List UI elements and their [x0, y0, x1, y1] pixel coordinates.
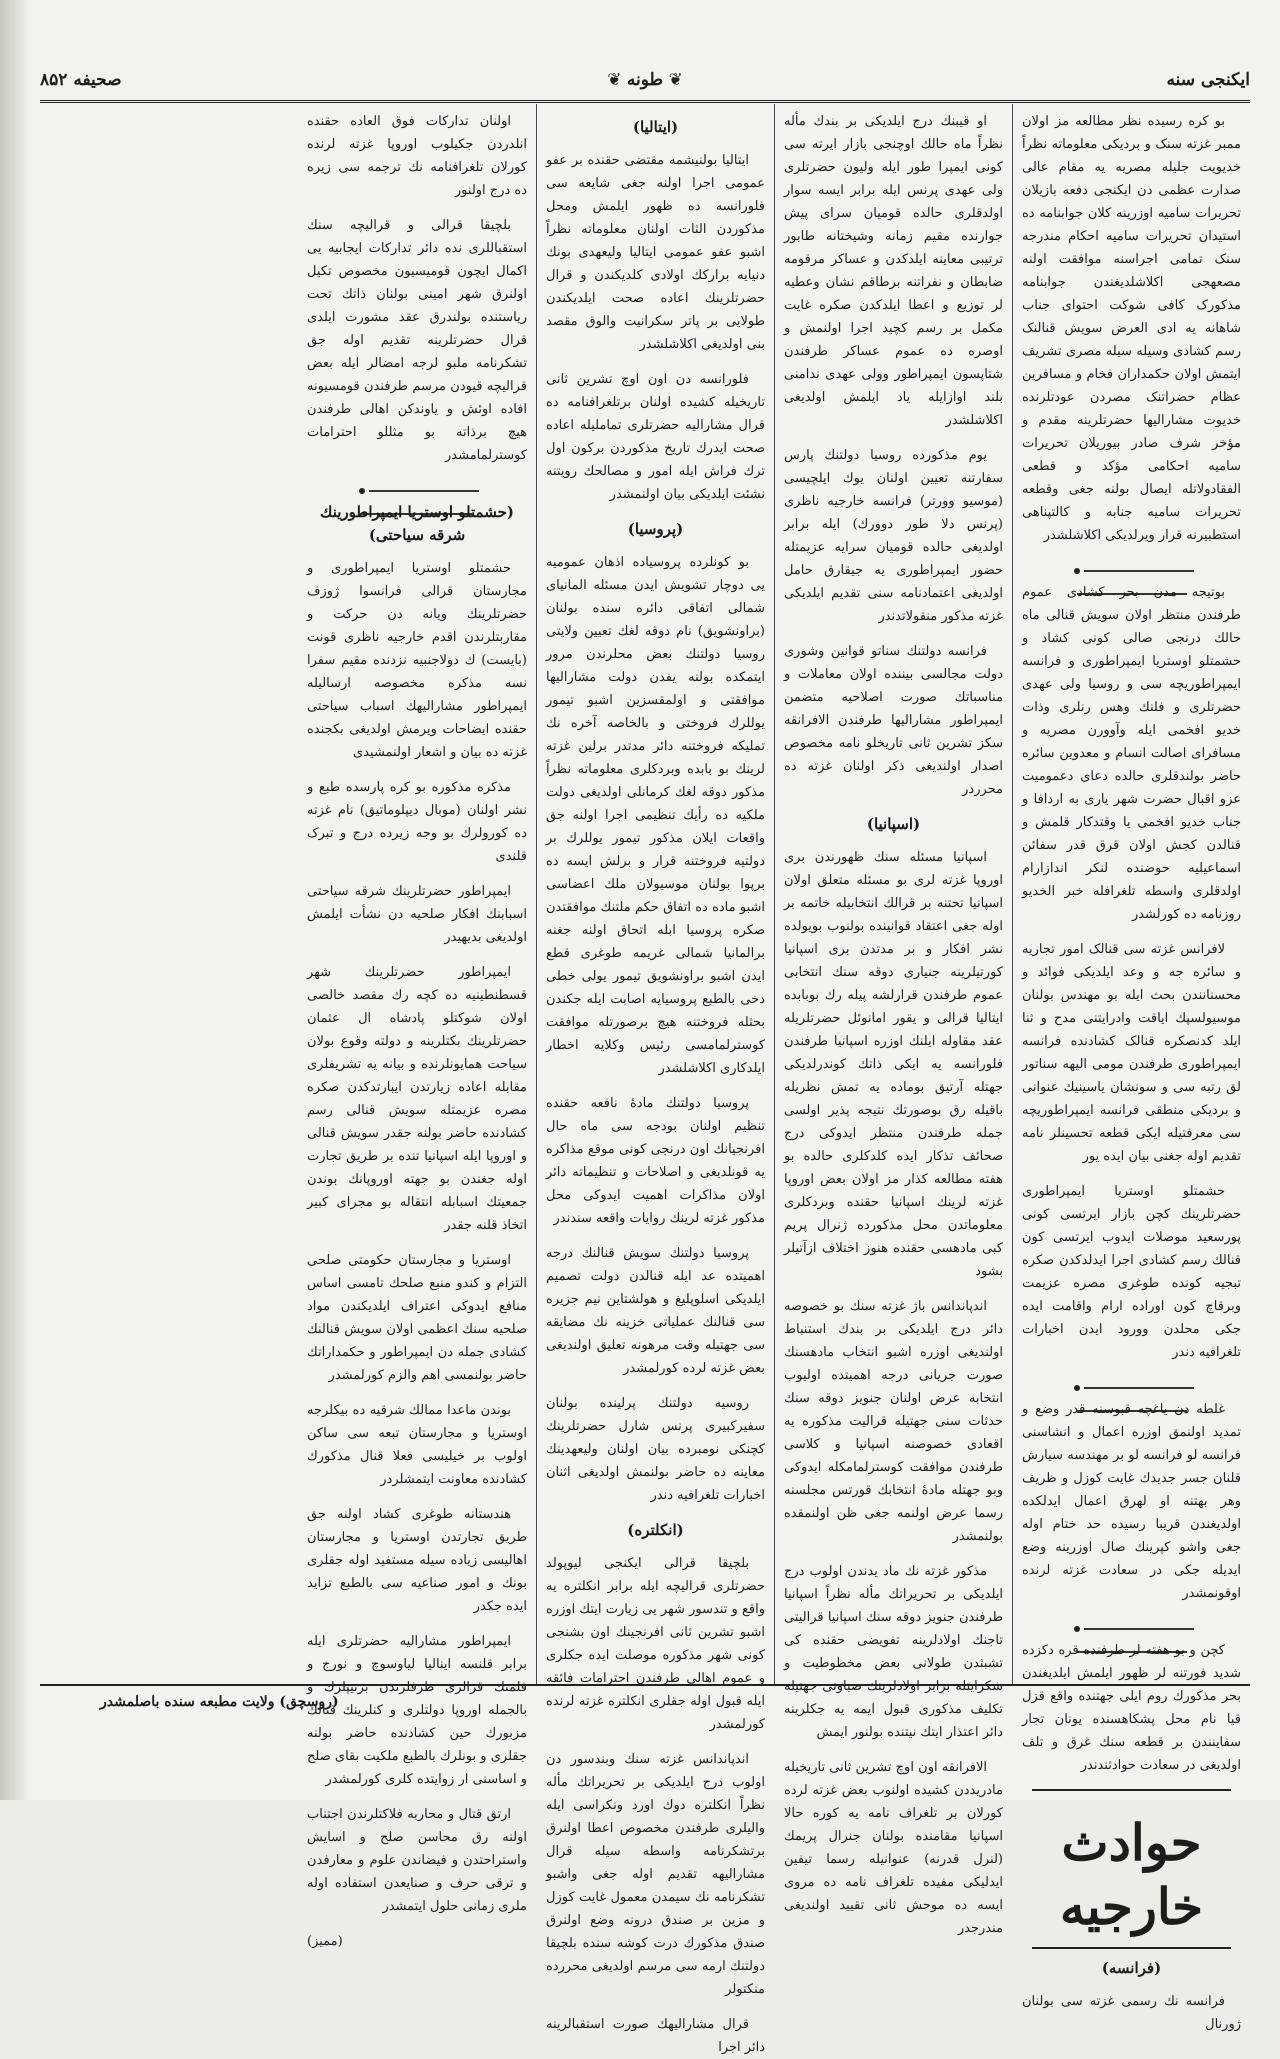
- section-heading: (پروسیا): [627, 520, 684, 538]
- section-divider: [1022, 1376, 1241, 1386]
- article-paragraph: ایمپراطور حضرتلرینك شهر قسطنطینیه ده کچه رك مقصد خالصی اولان شوکتلو پادشاه ال عثمان حضرتلرینك بکتلرینه و دولته وقوع بولان سیاحت همایونلرنده و بیانه یه تشریفلری مقابله اعاده زیارتدن ایبارتدکدن صکره مصره عزیمتله سویش قنالی رسم کشادنده حاضر بولنه جقدر سویش قنالی و اوروپا ایله اسپانیا تنده بر طریق تجارت اوله جغندن بو جهته اوروپانك بوندن جمعیتك اسبابله انتقاله بو مجرای کبیر اتخاذ قلنه جقدر: [307, 965, 527, 1233]
- section-divider: [307, 479, 527, 489]
- section-heading: (حشمتلو اوستریا ایمپراطورینك شرقه سیاحتی): [320, 503, 514, 544]
- article-paragraph: اوستریا و مجارستان حکومتی صلحی التزام و کندو منبع صلحك تامسی اساس منافع ایدوکی اعتراف ایلدیکندن مواد صلحیه سنك اعظمی اولان سویش قنالنك کشادی جمله دن ایمپراطور و حکمداراتك حاضر بولنمسی اهم والزم کورلمشدر: [307, 1253, 527, 1383]
- article-paragraph: ایمپراطور حضرتلرینك شرقه سیاحتی اسبابنك افکار صلحیه دن نشأت ایلمش اولدیغی بدیهیدر: [307, 884, 527, 945]
- footer: [40, 1690, 1250, 1720]
- article-paragraph: ایتالیا بولنیشمه مقتضی حقنده بر عفو عمومی اجرا اولنه جغی شایعه سی فلورانسه ده ظهور ایلمش ومحل مذکوردن الثات اولنان معلوماته نظراً اشبو عفو عمومی ایتالیا ولیعهدی بونك دنیایه برارکك اولادی کلدیکندن و قرال حضرتلرینك اعاده صحت ایلدیکندن طولایی بر پاتر سکرانیت والوق مقصد بنی اولدیغی اکلاشلشدر: [546, 153, 765, 352]
- article-paragraph: بوتیجه مدن بحر کشادی عموم طرفندن منتظر اولان سویش قنالی ماه حالك درنجی صالی کونی کشاد و حشمتلو اوستریا ایمپراطوری و فرانسه ایمپراطوریچه سی و روسیا ولی عهدی حضرتلری و فلنك وهس رنلری وذات خدیو افخمی ایله وآوورن مصریه و مسافرای اصالت انسام و معدوین سائره حاضر بولندقلری حالده دعای دعمومیت عزو اقبال حضرت شهر یاری به اردافا و جناب خدیو افخمی یا وقتدکار قلمش و قنالدن کجش اولان قرق قدر سفائن اسماعیلیه حوضنده لنکر اندازارام اولدقلری واسطه تلغرافله خبر الخدیو روزنامه ده کورلشدر: [1022, 585, 1241, 922]
- article-paragraph: یوم مذکورده روسیا دولتنك پارس سفارتنه تعیین اولنان یوك ایلچیسی (موسیو وورتر) فرانسه خارجیه ناظری (پرنس دلا طور دوورك) ایله برابر اولدیغی حالده قومیان سرایه عزیمتله حضور ایمپراطوری یه جیقارق حامل اولدیغی اعتمادنامه سنی تقدیم ایلدیکی غزته مذکور منقولاتدندر: [784, 448, 1003, 624]
- article-paragraph: پروسیا دولتنك مادهٔ نافعه حقنده تنظیم اولنان بودجه سی ماه حال افرنجیانك اون درنجی کونی موقع مذاکره یه قونلدیغی و اصلاحات و تنظیماته دائر اولان مذاکرات اهمیت ایدوکی محل مذکور غزته لرینك روایات واقعه سندندر: [546, 1096, 765, 1226]
- section-divider: [1022, 1617, 1241, 1627]
- author-signature: (ممیز): [307, 1934, 343, 1949]
- article-paragraph: غلطه دن یاغچه قبوسنه قدر وضع و تمدید اولنمق اوزره اعمال و انشاسنی فرانسه لو فرانسه لو بر مهندسه سیارش قلنان جسر جدیدك غایت کوزل و ظریف وهر بهتنه او لهرق اعمال ایدلکده اولدیغندن قریبا رسیده حد ختام اوله جغی واشو کپرینك صال اوزرینه وضع ایدیله جکی در سعادت غزته لرنده اوقونمشدر: [1022, 1402, 1241, 1601]
- article-paragraph: فرانسه دولتنك سناتو قوانین وشوری دولت مجالسی بیننده اولان معاملات و مناسباتك صورت اصلاحیه متضمن ایمپراطور مشارالیها طرفندن الافرانقه سکز تشرین ثانی تاریخلو نامه مخصوص اصدار اولندیغی ذکر اولنان غزته ده محرردر: [784, 644, 1003, 797]
- article-paragraph: ارتق قتال و محاربه فلاکتلرندن اجتناب اولنه رق محاسن صلح و اسایش واستراحتدن و فیضاندن علوم و معارفدن و ترقی حرف و صنایعدن استفاده اوله ملری زمانی حلول ایتمشدر: [307, 1807, 527, 1914]
- page-fold-shadow: [0, 0, 30, 1800]
- section-heading: (ایتالیا): [632, 118, 679, 136]
- ornament-icon: ❦: [663, 70, 683, 90]
- article-paragraph: الافرانقه اون اوچ تشرین ثانی تاریخیله مادریددن کشیده اولنوب بعض غزته لرده کورلان بر تلغراف نامه یه کوره حالا اسپانیا مقامنده بولنان جنرال پریمك (لنرل قدرنه) عنوانیله رسما تیفین ایدلیکی مفیده تلغراف نامه ده مروی ایسه ده موحش ثانی تقیید اولندیغی مندرجدر: [784, 1760, 1003, 1936]
- column-2: [774, 104, 1012, 1936]
- article-paragraph: ایمپراطور مشارالیه حضرتلری ایله برابر قلنسه اینالیا لیاوسوچ و نورج و فلمنك قرالری طرفلرندن برتیپلرك و بالجمله اوروپا دولتلری و کنلرینك قنالك مزبورك حین کشادنده حاضر بولنه جقلری و بونلرك بالطبع ملکیت بقای صلح و اساسنی ار زوایتده کلری کورلمشدر: [307, 1634, 527, 1787]
- article-paragraph: لافرانس غزته سی قنالک امور تجاریه و سائره جه و وعد ایلدیکی فوائد و محسنانندن بحث ایله بو مهندس بولنان موسیولسپك ایاقت وادرایتنی مدح و ثنا ایلد کدنصکره قنالک کشادنده فرانسه ایمپراطوری طرفندن مومی الیهه سناتور لق رتبه سی و سونشان یاسینیك عنوانی و بردیکی منطقی فرانسه ایمپراطوریچه سی معرفتیله ایکی قطعه تحسینلر نامه تقدیم اوله جغنی بیان ایده یور: [1022, 942, 1241, 1164]
- article-paragraph: مذکره مذکوره بو کره پارسده طبع و نشر اولنان (موبال دیپلوماتیق) نام غزته ده کورولرك بو وجه زیرده درج و تبرک قلندی: [307, 780, 527, 864]
- masthead-year: ایکنجی سنه: [1166, 70, 1250, 90]
- article-paragraph: مذکور غزته نك ماد یدندن اولوب درج ایلدیکی بر تحریراتك مأله نظراً اسپانیا طرفندن جنویز دوقه سنك اسپانیا قرالیتی تاجنك اولادلرینه تفویضی حقنده کی تشبثدن طولانی بعض مخطوطیت و شکرایتله برابر اولادلرینك صباوتی جهتیله تکلیف مذکوری قبول ایمه یه جکلرینه دائر اعتذار ایتك نیتنده بولنور ایمش: [784, 1564, 1003, 1740]
- article-paragraph: فلورانسه دن اون اوچ تشرین ثانی تاریخیله کشیده اولنان برتلغرافنامه ده قرال مشارالیه حضرتلری تماملیله اعاده صحت ایدرك تاریخ مذکوردن برکون اول ترك فراش ایله امور و مصالحك رویتنه نشئت ایلدیکی بیان اولنمشدر: [546, 372, 765, 502]
- article-paragraph: هندستانه طوغری کشاد اولنه جق طریق تجارتدن اوستریا و مجارستان اهالیسی زیاده سیله مستفید اوله جقلری بونك و امور صناعیه سی بالطبع تزاید ایده جکدر: [307, 1507, 527, 1614]
- article-paragraph: اندپاندانس باژ غزته سنك بو خصوصه دائر درج ایلدیکی بر بندك استنباط اولندیغی اوزره اشبو انتخاب مادهسنك صورت جریانی درجه اهمیتده اولیوب انتخابه عرض اولنان جنویز دوقه سنك حدثات سنی جهتیله قرالیت مذکوره یه اقعادی خصوصنه اسپانیا و کلاسی طرفندن موافقت کوسترلمامکله ایدوکی وبو جهتله مادهٔ انتخابك قورتس مجلسنه رسما عرض اولنمه جغی ظن اولنمقده بولنمشدر: [784, 1299, 1003, 1544]
- article-paragraph: بلچیقا قرالی ایکنجی لیوپولد حضرتلری قرالیچه ایله برابر انکلتره یه واقع و تندسور شهر یی زیارت ایتك اوزره اشبو تشرین ثانی افرنجینك اون بشنجی کونی شهر مذکوره موصلت ایده جکلری و عموم اهالی طرفندن احترامات فائقه ایله قبول اوله جقلری انکلتره غزته لرنده کورلمشدر: [546, 1556, 765, 1732]
- article-paragraph: فرانسه نك رسمی غزته سی بولنان ژورنال: [1022, 1994, 1241, 2032]
- column-3: [536, 104, 774, 2055]
- masthead-paper-name: [607, 70, 682, 90]
- masthead: [40, 62, 1250, 102]
- section-heading: (انکلتره): [627, 1521, 684, 1539]
- article-paragraph: قرال مشارالیهك صورت استقبالرینه دائر اجرا: [546, 2017, 765, 2055]
- masthead-page-number: صحیفه ۸۵۲: [40, 70, 122, 90]
- article-paragraph: بلچیقا قرالی و قرالیچه سنك استقباللری نده دائر تدارکات ایجابیه یی اکمال ایچون قومیسیون مخصوص تکیل اولنرق شهر امینی بولنان ذاتك تحت ریاستنده بولندرق عقد مشورت ایلدی قرال حضرتلرینه تقدیم اوله جق تشکرنامه ملبو لرجه امضالر ایله بعض قرالیچه قیودن مرسم طرفندن قومسیونه افاده اوئش و یاوندکن اهالی طرفندن هیچ برذاته بو مثللو احترامات کوسترلمامشدر: [307, 218, 527, 463]
- section-divider: [1022, 559, 1241, 569]
- article-paragraph: حشمتلو اوستریا ایمپراطوری حضرتلرینك کچن بازار ایرتسی کونی پورسعید موصلات ایدوب ایرتسی کون قنالك رسم کشادی اجرا ایدلدکدن صکره تبجیه کونده طوغری مصره عزیمت وبرقاچ کون اوراده ارام واقامت ایده جکی محلدن وورود ایدن اخبارات تلغرافیه دندر: [1022, 1184, 1241, 1360]
- section-heading: (اسپانیا): [866, 815, 921, 833]
- article-paragraph: پروسیا دولتنك سویش قنالنك درجه اهمیتده عد ایله قنالدن دولت تصمیم ایلدیکی اسلوپلیغ و هولشتاین نیم جزیره سی قنالنك عملیاتی خزینه نك مضایقه سی جهتیله وقت مرهونه تعلیق اولندیغی بعض غزته لرده کورلمشدر: [546, 1246, 765, 1376]
- printer-imprint: (روسچق) ولایت مطبعه سنده باصلمشدر: [100, 1694, 339, 1710]
- article-paragraph: روسیه دولتنك پرلینده بولنان سفیرکبیری پرنس شارل حضرتلرینك کچنکی نومبرده بیان اولنان ولیعهدینك معاینه ده حاضر بولنمش اولدیغی اثنان اخبارات تلغرافیه دندر: [546, 1396, 765, 1503]
- article-paragraph: کچن و بو هفته لر طرفنده قره دکزده شدید فورتنه لر ظهور ایلمش ایلدیغندن بحر مذکورك روم ایلی جهتنده واقع قزل قیا نام محل پشکاهسنده یونان تجار سفاینندن بر قطعه سنك غرق و تلف اولدیغی در سعادت حوادثندندر: [1022, 1643, 1241, 1773]
- foreign-news-title: حوادث خارجیه: [1059, 1813, 1204, 1936]
- section-heading: (فرانسه): [1101, 1959, 1162, 1977]
- article-paragraph: اندپاندانس غزته سنك وبندسور دن اولوب درج ایلدیکی بر تحریراتك مأله نظراً انکلتره دوك اورد ونکراسی ایله والیلری طرفندن مخصوص اعطا اولنرق برتشکرنامه واسطه سیله قرال مشارالیهه تقدیم اوله جغی واشبو تشکرنامه نك سیمدن معمول غایت کوزل و مزین بر صندق درونه وضع اولنرق صندق مذکورك درت کوشه سنده بلچیقا دولتنك ارمه سی مرسم اولدیغی محررده منکتولر: [546, 1752, 765, 1997]
- article-paragraph: حشمتلو اوستریا ایمپراطوری و مجارستان قرالی فرانسوا ژوزف حضرتلرینك ویانه دن حرکت و مقاربتلرندن اقدم خارجیه ناظری قونت (بایست) ك دولاجنبیه نزدنده مقیم سفرا نسه مذکره مخصوصه ارسالیله ایمپراطور مشارالیهك اسباب سیاحتی حقنده ایضاحات ویرمش اولدیغی بکجنده غزته ده بیان و اشعار اولنمشیدی: [307, 561, 527, 760]
- article-paragraph: بو کونلرده پروسیاده اذهان عمومیه یی دوچار تشویش ایدن مسئله المانیای شمالی اتفاقی دائره سنده بولنان (براونشویق) نام دوقه لغك تعیین ولایتی روسیا دولتنك بعض محلرندن مرور ایتمکده بولنه یفدن دولت مشارالیها موافقتی و اولمقسزین اشبو تیمور یوللرك فروختی و بالخاصه آخره نك تملیکه فروختنه دائر مدتدر برلین غزته لرینك بو بابده وبردکلری معلوماته نظراً مذکور دوقه لغك کرمانلی اولدیغی دولت ملکیه ده رأیك تنظیمی اجرا اولنه جق واقعات ایلان مذکور تیمور یوللرك بر دولتیه فروختنه قرار و برلش ایسه ده برپوا بولنان موسیولان ملك اعضاسی اشبو ماده ده اتفاق حکم ملتنك موافقتدن صکره پروسیا ابله اتحاق اولنه جغنه برالمانیا شمالی غریمه طوغری قطع ایدن اشبو براونشویق تیمور یولی خطی دخی بالطبع پروسیایه اصابت ایله جکندن بحثله فروختنه هیچ برصورتله موافقت کوسترلمامسی رئیس وکلایه اخطار ایلدکاری اکلاشلشدر: [546, 555, 765, 1076]
- article-paragraph: او قیبنك درج ایلدیکی بر بندك مأله نظراً ماه حالك اوچنجی بازار ایرته سی کونی ایمپرا طور ایله ولیون حضرتلری ولی عهدی پرنس ایله برابر ایسه سوار اولدقلری حالده قومیان سرای پیش جوارنده مقیم زمانه وشیختانه طابور ترتیبی معاینه ایلدکدن و عساکر مرقومه ضابطان و نفراتنه برطاقم نشان وعطیه لر توزیع و اعطا ایلدکدن صکره غایت مکمل بر رسم کچید اجرا اولنمش و اوصره ده عموم عساکر طرفندن شتاپسون ایمپراطور وولی عهدی ندامنی بلند اوازایله یاد ایلمش اولدیغی اکلاشلشدر: [784, 114, 1003, 428]
- section-title-block: [1032, 1789, 1231, 1949]
- column-1: [1012, 104, 1250, 2032]
- article-paragraph: اسپانیا مسئله سنك ظهورندن بری اوروپا غزته لری بو مسئله متعلق اولان اسپانیا تحتنه بر قرالك انتخابیله خاتمه بر اوله جغی اعتقاد قوانینده بولنوب بویولده نشر افکار و بر مدتدن بری اسپانیا کورتیلرینه جنیاری دوقه سنك انتخابی عموم طرفندن قرارلشه پیله رك بوبابده ایتالیا قرالی و یقور امانوئل حضرتلریله عقد مقاوله ایلنك اوزره اسپانیا طرفندن فلورانسه یه ایکی ذاتك کوندرلدیکی جهتله آرتیق بوماده یه تمش نظریله باقیله رق بوصورتك نتیجه پذیر اولسی جمله طرفندن منتظر ایدوکی درج صحائف تذکار ایده کلدکلری حالده بو هفته مطالعه کذار مز اولان بعض اوروپا غزته لرینك اسپانیا حقنده وبردکلری معلوماتدن محل مذکورده ژنرال پریم کبی مادهسی حقنده هنوز اختلاف ازآتیلر بشود: [784, 850, 1003, 1279]
- article-paragraph: بوندن ماعدا ممالك شرقیه ده بیکلرجه اوستریا و مجارستان تبعه سی ساکن اولوب بر خیلیسی فعلا قنال مذکورك کشادنده معاونت ایتمشلردر: [307, 1403, 527, 1487]
- column-4: [298, 104, 536, 1949]
- ornament-icon: ❦: [607, 70, 627, 90]
- footer-rule: [40, 1684, 1250, 1686]
- paper-name: طونه: [626, 70, 664, 90]
- article-paragraph: بو کره رسیده نظر مطالعه مز اولان ممبر غزته سنک و بردیکی معلوماته نظراً خدیویت جلیله مصریه یه مقام عالی صدارت عظمی دن ایکنجی دفعه بازیلان تحریرات سامیه اوزرینه کلان جوابنامه ده استیدان تحریرات سامیه احکام مندرجه سنک تمامی اجراسنه موافقت اولنه مصعهجی اکلاشلدیغندن جوابنامه مذکورک کافی شوکت احتوای جناب شاهانه یه ادی العرض سویش قنالنک رسم کشادی وسیله سیله مصری تشریف ایتمش اولان حکمداران فخام و مسافرین عظام حضراتنک مصردن عودتلرنده خدیوت مشارالیها حضرتلرینه مقدم و مؤخر شرف صادر بیوریلان تحریرات سامیه احکامی مؤکد و قطعی الفقادولاتله ایصال بولنه جغی وقطعه تحریرات سامیه جنابه و کالتپناهی استطبیرنه قرار ویرلدیکی اکلاشلشدر: [1022, 114, 1241, 543]
- header-rule: [40, 100, 1250, 103]
- article-paragraph: اولنان تدارکات فوق العاده حقنده انلدردن جکیلوب اوروپا غزته لرنده کورلان تلغرافنامه نك ترجمه سی زیره ده درج اولنور: [307, 114, 527, 198]
